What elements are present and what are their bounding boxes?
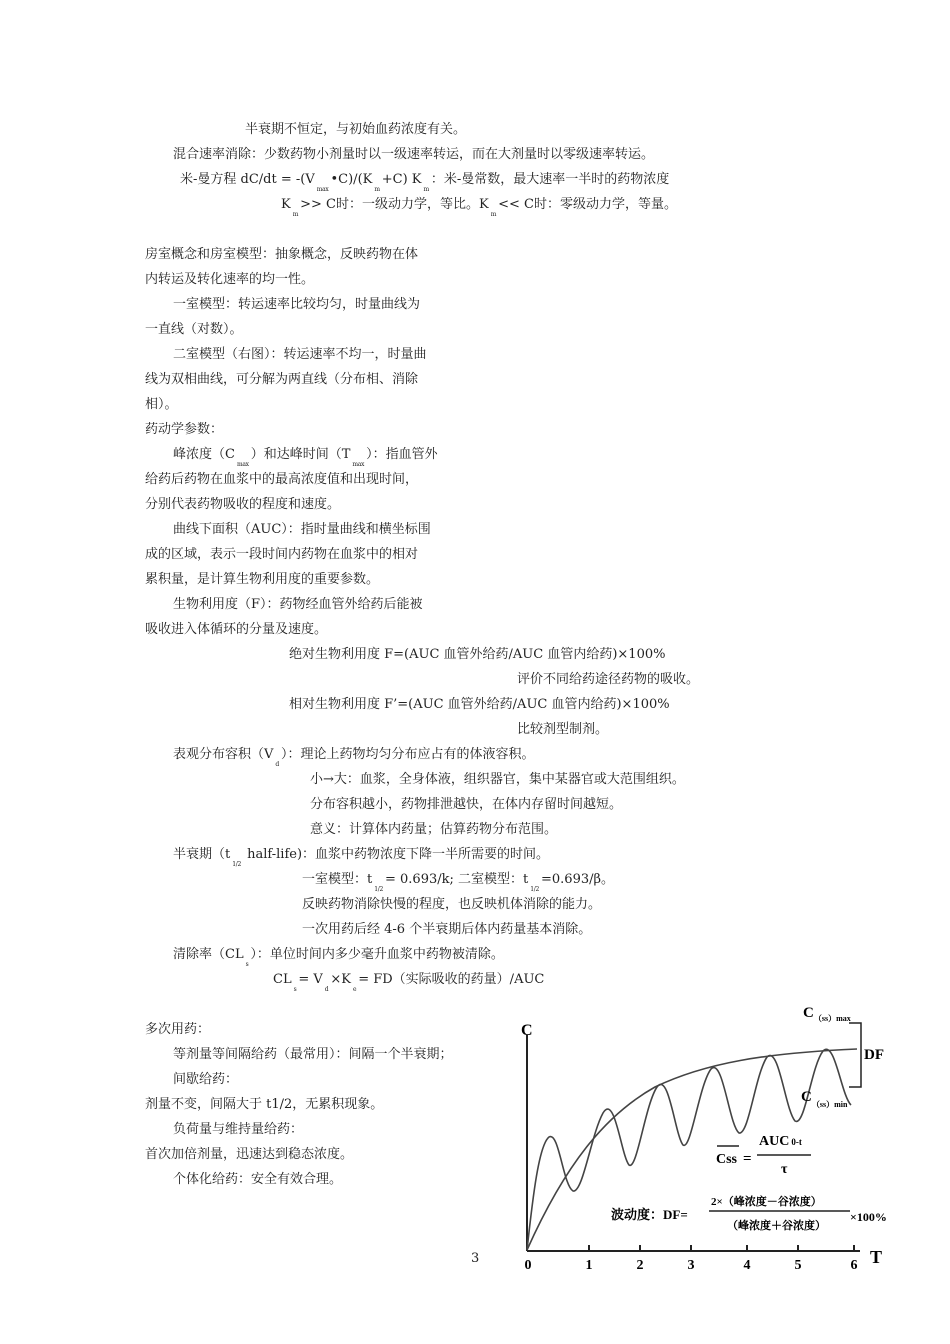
text-line: 曲线下面积（AUC）：指时量曲线和横坐标围 [173, 522, 431, 537]
text-span: 峰浓度（C [173, 447, 235, 462]
text-line: 一室模型：转运速率比较均匀，时量曲线为 [173, 297, 421, 312]
text-span: 米-曼方程 dC/dt = -(V [180, 172, 315, 187]
df-bracket [849, 1023, 861, 1087]
text-line: 负荷量与维持量给药： [173, 1122, 304, 1137]
text-span: 表观分布容积（V [173, 747, 274, 762]
text-line: 吸收进入体循环的分量及速度。 [145, 622, 328, 637]
x-tick-label: 4 [743, 1258, 751, 1273]
text-line: 间歇给药： [173, 1072, 239, 1087]
text-line [173, 946, 504, 966]
text-span: ）：单位时间内多少毫升血浆中药物被清除。 [250, 947, 504, 962]
x-tick-label: 2 [636, 1258, 644, 1273]
text-span: ：米-曼常数，最大速率一半时的药物浓度 [430, 172, 670, 187]
cmin-label [801, 1089, 848, 1109]
text-span: 清除率（CL [173, 947, 244, 962]
subscript: m [490, 211, 497, 218]
text-span: << C时：零级动力学，等量。 [498, 197, 677, 212]
fluctuation-denominator: （峰浓度＋谷浓度） [727, 1220, 826, 1232]
css-equals: = [743, 1151, 752, 1167]
text-line: 比较剂型制剂。 [517, 722, 609, 737]
cmax-c: C [803, 1005, 814, 1021]
tau-label: τ [781, 1162, 788, 1177]
text-line: 生物利用度（F）：药物经血管外给药后能被 [173, 597, 423, 612]
text-span: = FD（实际吸收的药量）/AUC [358, 972, 545, 987]
fluctuation-numerator: 2×（峰浓度－谷浓度） [711, 1196, 822, 1208]
x-tick-label: 6 [850, 1258, 858, 1273]
text-line: 分别代表药物吸收的程度和速度。 [145, 497, 341, 512]
subscript: 1/2 [232, 861, 241, 868]
text-line [173, 446, 438, 466]
text-line: 多次用药： [145, 1022, 211, 1037]
subscript: max [316, 186, 329, 193]
subscript: m [374, 186, 380, 193]
text-line: 小→大：血浆，全身体液，组织器官，集中某器官或大范围组织。 [310, 772, 685, 787]
text-line: 混合速率消除：少数药物小剂量时以一级速率转运，而在大剂量时以零级速率转运。 [173, 147, 655, 162]
text-span: >> C时：一级动力学，等比。K [300, 197, 489, 212]
subscript: d [275, 761, 279, 768]
text-line: 个体化给药：安全有效合理。 [173, 1172, 343, 1187]
text-span: = V [298, 972, 323, 987]
text-span: ×K [330, 972, 351, 987]
text-line [173, 746, 534, 766]
pk-multiple-dose-figure [505, 995, 925, 1285]
text-line: 相）。 [145, 397, 178, 412]
text-span: = 0.693/k; 二室模型：t [385, 872, 529, 887]
x-tick-label: 1 [585, 1258, 593, 1273]
subscript: s [245, 961, 249, 968]
text-line: 药动学参数： [145, 422, 224, 437]
x-axis-label: T [870, 1247, 883, 1267]
css-label: Css [716, 1152, 738, 1167]
subscript: m [423, 186, 429, 193]
auc-label [759, 1134, 802, 1149]
fluctuation-label: 波动度：DF= [611, 1207, 688, 1222]
x-tick-label: 0 [524, 1258, 532, 1273]
text-line [281, 196, 677, 216]
x-tick-label: 3 [687, 1258, 695, 1273]
cmax-sub: （ss）max [813, 1014, 851, 1023]
text-line: 一直线（对数）。 [145, 322, 243, 337]
text-line: 成的区域，表示一段时间内药物在血浆中的相对 [145, 547, 419, 562]
text-span: =0.693/β。 [541, 872, 615, 887]
cmin-sub: （ss）min [811, 1100, 848, 1109]
text-span: 半衰期（t [173, 847, 231, 862]
text-line: 累积量，是计算生物利用度的重要参数。 [145, 572, 380, 587]
text-line: 绝对生物利用度 F=(AUC 血管外给药/AUC 血管内给药)×100% [289, 647, 666, 662]
text-line: 房室概念和房室模型：抽象概念，反映药物在体 [145, 247, 419, 262]
subscript: 1/2 [374, 886, 383, 893]
text-line: 线为双相曲线，可分解为两直线（分布相、消除 [145, 372, 419, 387]
text-line [180, 171, 669, 191]
subscript: s [293, 986, 297, 993]
text-span: half-life)：血浆中药物浓度下降一半所需要的时间。 [243, 847, 550, 862]
text-span: ）：理论上药物均匀分布应占有的体液容积。 [280, 747, 535, 762]
subscript: 1/2 [530, 886, 540, 893]
subscript: d [324, 986, 329, 993]
text-line: 等剂量等间隔给药（最常用）：间隔一个半衰期； [173, 1047, 453, 1062]
text-span: ）和达峰时间（T [250, 447, 351, 462]
subscript: max [236, 461, 249, 468]
text-line: 意义：计算体内药量；估算药物分布范围。 [310, 822, 558, 837]
text-line [273, 971, 544, 991]
auc-sub: 0-t [791, 1137, 802, 1147]
text-span: •C)/(K [330, 172, 373, 187]
text-line: 半衰期不恒定，与初始血药浓度有关。 [245, 122, 467, 137]
x-tick-labels [525, 1258, 858, 1273]
text-line: 内转运及转化速率的均一性。 [145, 272, 315, 287]
page-number: 3 [471, 1251, 480, 1266]
text-line: 二室模型（右图）：转运速率不均一，时量曲 [173, 347, 427, 362]
df-label: DF [864, 1047, 884, 1063]
text-span: ）：指血管外 [366, 447, 438, 462]
text-span: CL [273, 972, 292, 987]
fluctuation-suffix: ×100% [850, 1210, 887, 1224]
auc-text: AUC [759, 1134, 790, 1149]
cmax-label [803, 1005, 851, 1023]
text-line: 剂量不变，间隔大于 t1/2，无累积现象。 [145, 1097, 384, 1112]
text-line [173, 846, 549, 866]
text-span: +C) K [381, 172, 422, 187]
text-line [302, 871, 614, 891]
text-span: K [281, 197, 291, 212]
text-span: 一室模型：t [302, 872, 373, 887]
text-line: 反映药物消除快慢的程度，也反映机体消除的能力。 [302, 897, 602, 912]
text-line: 评价不同给药途径药物的吸收。 [517, 672, 700, 687]
subscript: max [352, 461, 365, 468]
text-line: 分布容积越小，药物排泄越快，在体内存留时间越短。 [310, 797, 623, 812]
x-tick-label: 5 [794, 1258, 802, 1273]
cmin-c: C [801, 1089, 812, 1105]
text-line: 相对生物利用度 F’=(AUC 血管外给药/AUC 血管内给药)×100% [289, 697, 670, 712]
subscript: m [292, 211, 299, 218]
y-axis-label: C [521, 1022, 533, 1039]
text-line: 一次用药后经 4-6 个半衰期后体内药量基本消除。 [302, 922, 592, 937]
subscript: e [352, 986, 357, 993]
text-line: 给药后药物在血浆中的最高浓度值和出现时间， [145, 472, 419, 487]
text-line: 首次加倍剂量，迅速达到稳态浓度。 [145, 1147, 354, 1162]
